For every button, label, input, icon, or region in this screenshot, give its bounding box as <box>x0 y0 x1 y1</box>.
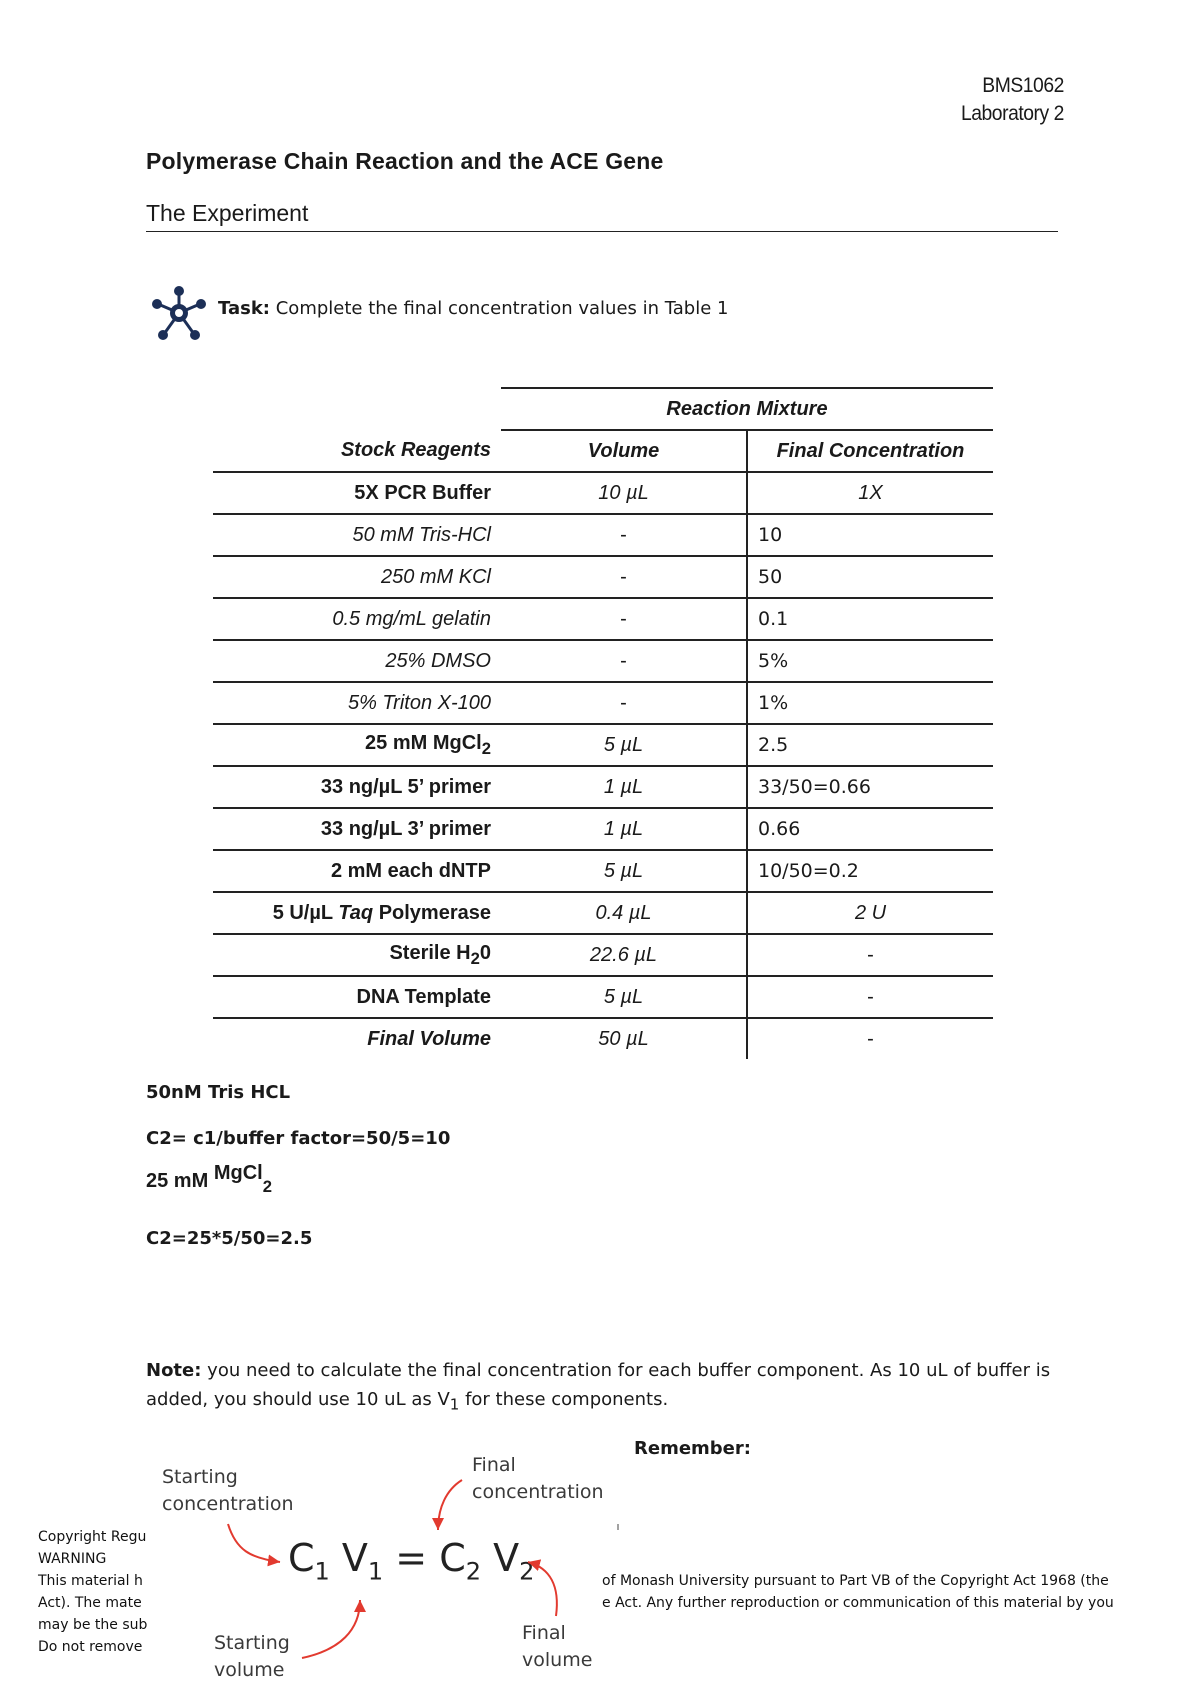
note-text-end: for these components. <box>459 1389 669 1410</box>
copyright-line: e Act. Any further reproduction or communication of this material by you <box>602 1595 1114 1611</box>
remember-label: Remember: <box>634 1438 751 1459</box>
copyright-line: of Monash University pursuant to Part VB of the Copyright Act 1968 (the <box>602 1573 1109 1589</box>
reagent-cell: 5% Triton X-100 <box>213 682 501 724</box>
section-subtitle: The Experiment <box>146 200 309 226</box>
final-cell: 1% <box>747 682 993 724</box>
copyright-notice-left <box>38 1526 147 1658</box>
calc-line-4: C2=25*5/50=2.5 <box>146 1228 313 1249</box>
copyright-line: WARNING <box>38 1551 107 1567</box>
reagent-cell: 0.5 mg/mL gelatin <box>213 598 501 640</box>
label-line: concentration <box>472 1481 604 1503</box>
copyright-line: Do not remove <box>38 1639 143 1655</box>
volume-cell: 50 µL <box>598 1027 649 1050</box>
final-cell: 0.66 <box>747 808 993 850</box>
label-line: Starting <box>214 1632 290 1654</box>
final-cell: - <box>747 976 993 1018</box>
reagent-cell: 33 ng/µL 5’ primer <box>213 766 501 808</box>
label-line: volume <box>214 1659 285 1681</box>
reagent-cell: 5X PCR Buffer <box>213 472 501 514</box>
reagent-cell: 33 ng/µL 3’ primer <box>213 808 501 850</box>
lab-number: Laboratory 2 <box>961 102 1064 125</box>
copyright-line: This material h <box>38 1573 143 1589</box>
label-line: volume <box>522 1649 593 1671</box>
eq-c1: C <box>288 1536 315 1580</box>
reagent-name: Sterile H <box>389 941 471 964</box>
reagent-cell: 25% DMSO <box>213 640 501 682</box>
volume-cell: 5 µL <box>501 850 747 892</box>
calc-line-3-subscript: 2 <box>262 1177 272 1196</box>
reagent-cell: 2 mM each dNTP <box>213 850 501 892</box>
copyright-line: Copyright Regu <box>38 1529 147 1545</box>
calc-line-3-formula: MgCl <box>213 1162 263 1184</box>
volume-cell: - <box>501 640 747 682</box>
eq-c2-sub: 2 <box>465 1557 482 1586</box>
reaction-mixture-header: Reaction Mixture <box>501 388 993 430</box>
col-header-stock-reagents: Stock Reagents <box>213 430 501 472</box>
task-label: Task: <box>218 298 270 319</box>
label-line: Starting <box>162 1466 238 1488</box>
arrow-final-volume <box>528 1562 557 1616</box>
eq-v1-sub: 1 <box>367 1557 384 1586</box>
col-header-final-concentration: Final Concentration <box>747 430 993 472</box>
arrow-starting-concentration <box>228 1524 280 1562</box>
reagent-prefix: 5 U/µL <box>272 901 339 924</box>
copyright-line: Act). The mate <box>38 1595 142 1611</box>
final-cell: 33/50=0.66 <box>747 766 993 808</box>
arrow-starting-volume <box>302 1600 360 1658</box>
calc-line-2: C2= c1/buffer factor=50/5=10 <box>146 1128 451 1149</box>
reagent-cell: 50 mM Tris-HCl <box>213 514 501 556</box>
calc-line-1: 50nM Tris HCL <box>146 1082 291 1103</box>
reagent-subscript: 2 <box>470 948 480 968</box>
note-label: Note: <box>146 1360 202 1381</box>
volume-cell: - <box>501 598 747 640</box>
volume-cell: - <box>501 514 747 556</box>
final-cell: - <box>747 934 993 976</box>
final-cell: 10/50=0.2 <box>747 850 993 892</box>
volume-cell: - <box>501 682 747 724</box>
reagent-subscript: 2 <box>481 738 491 758</box>
volume-cell: 1 µL <box>501 808 747 850</box>
volume-cell: - <box>501 556 747 598</box>
note-text: you need to calculate the final concentration for each buffer component. As 10 uL of buffer is added, you should use 10 uL as V <box>146 1360 1051 1410</box>
volume-cell: 10 µL <box>501 472 747 514</box>
volume-cell: 5 µL <box>501 976 747 1018</box>
document-title: Polymerase Chain Reaction and the ACE Gene <box>146 148 664 174</box>
course-code: BMS1062 <box>982 74 1064 97</box>
eq-v1: V <box>341 1536 368 1580</box>
final-cell: - <box>747 1018 993 1059</box>
final-cell: 0.1 <box>747 598 993 640</box>
label-line: Final <box>472 1454 516 1476</box>
note-subscript: 1 <box>449 1395 460 1414</box>
copyright-notice-right <box>602 1570 1114 1614</box>
volume-cell: 0.4 µL <box>501 892 747 934</box>
task-text: Complete the final concentration values in Table 1 <box>275 298 729 319</box>
reagent-suffix: Polymerase <box>373 901 491 924</box>
volume-cell: 5 µL <box>501 724 747 766</box>
reagent-suffix: 0 <box>479 941 491 964</box>
volume-cell: 22.6 µL <box>501 934 747 976</box>
label-line: Final <box>522 1622 566 1644</box>
arrow-final-concentration <box>438 1480 462 1530</box>
final-cell: 2.5 <box>747 724 993 766</box>
calc-line-3-prefix: 25 mM <box>146 1170 214 1192</box>
eq-equals: = <box>395 1536 428 1580</box>
volume-cell: 1 µL <box>501 766 747 808</box>
reagent-cell: DNA Template <box>213 976 501 1018</box>
eq-c2: C <box>439 1536 466 1580</box>
eq-v2: V <box>493 1536 520 1580</box>
final-cell: 5% <box>747 640 993 682</box>
final-cell: 1X <box>747 472 993 514</box>
final-cell: 10 <box>747 514 993 556</box>
reagent-italic: Taq <box>338 901 374 924</box>
eq-v2-sub: 2 <box>519 1557 535 1586</box>
final-cell: 50 <box>747 556 993 598</box>
reagent-cell: Final Volume <box>367 1027 491 1050</box>
reagent-name: 25 mM MgCl <box>365 731 482 754</box>
copyright-line: may be the sub <box>38 1617 148 1633</box>
col-header-volume: Volume <box>501 430 747 472</box>
final-cell: 2 U <box>747 892 993 934</box>
eq-c1-sub: 1 <box>314 1557 330 1586</box>
reagent-cell: 250 mM KCl <box>213 556 501 598</box>
label-line: concentration <box>162 1493 294 1515</box>
